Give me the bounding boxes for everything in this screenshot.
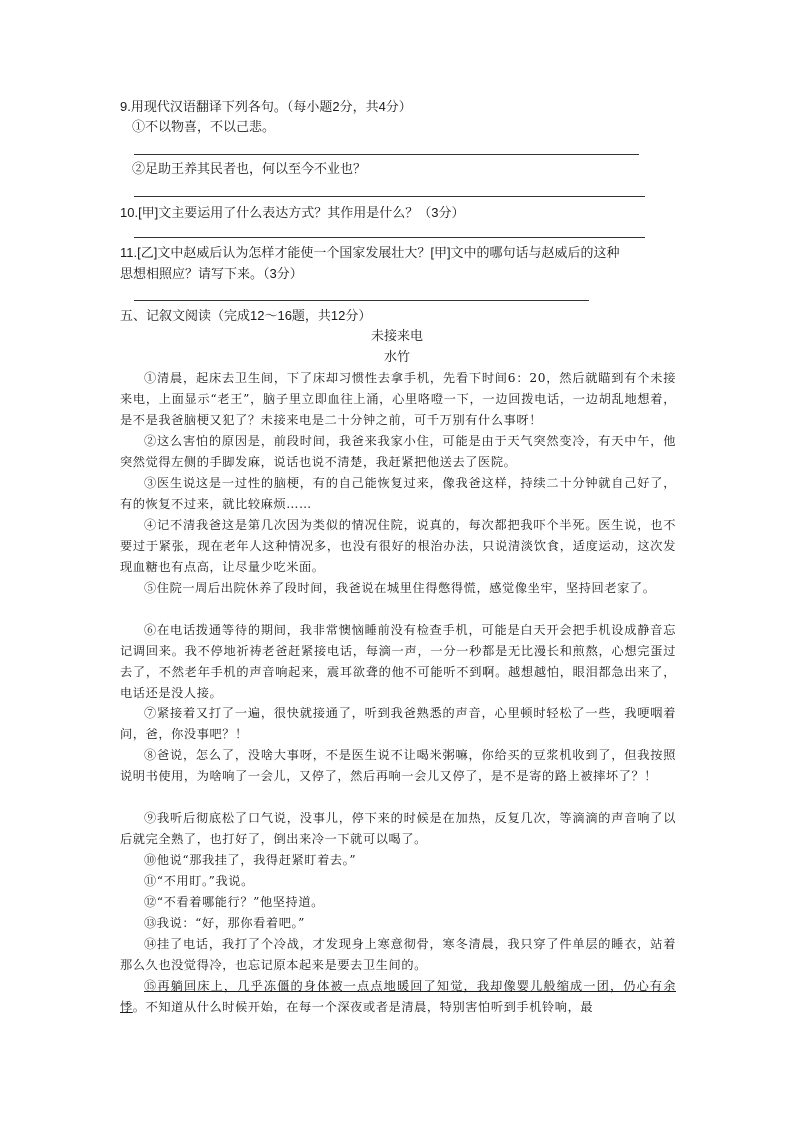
answer-line-9-1[interactable] <box>134 154 639 155</box>
paragraph-14: ⑭挂了电话，我打了个冷战，才发现身上寒意彻骨，寒冬清晨，我只穿了件单层的睡衣，站着那么久也没觉得冷，也忘记原本起来是要去卫生间的。 <box>120 937 676 972</box>
question-9-title: 9.用现代汉语翻译下列各句。（每小题2分，共4分） <box>120 99 412 114</box>
paragraph-15-rest: 。不知道从什么时候开始，在每一个深夜或者是清晨，特别害怕听到手机铃响，最 <box>132 1000 594 1014</box>
question-9-sentence-2: ②足助王养其民者也，何以至今不业也？ <box>132 162 367 177</box>
paragraph-1: ①清晨，起床去卫生间，下了床却习惯性去拿手机，先看下时间6：20，然后就瞄到有个未接来电，上面显示“老王”，脑子里立即血往上涌，心里咯噔一下，一边回拨电话，一边胡乱地想着，是不是我爸脑梗又犯了？未接来电是二十分钟之前，可千万别有什么事呀！ <box>120 371 676 427</box>
paragraph-2: ②这么害怕的原因是，前段时间，我爸来我家小住，可能是由于天气突然变冷，有天中午，他突然觉得左侧的手脚发麻，说话也说不清楚，我赶紧把他送去了医院。 <box>120 434 676 469</box>
paragraph-15 <box>120 976 676 1018</box>
paragraph-6: ⑥在电话拨通等待的期间，我非常懊恼睡前没有检查手机，可能是白天开会把手机设成静音忘记调回来。我不停地祈祷老爸赶紧接电话，每滴一声，一分一秒都是无比漫长和煎熬，心想完蛋过去了，不然老年手机的声音响起来，震耳欲聋的他不可能听不到啊。越想越怕，眼泪都急出来了，电话还是没人接。 <box>120 623 676 700</box>
paragraph-5: ⑤住院一周后出院休养了段时间，我爸说在城里住得憋得慌，感觉像坐牢，坚持回老家了。 <box>144 581 656 595</box>
paragraph-11: ⑪“不用盯。”我说。 <box>144 874 254 888</box>
paragraph-4: ④记不清我爸这是第几次因为类似的情况住院，说真的，每次都把我吓个半死。医生说，也不要过于紧张，现在老年人这种情况多，也没有很好的根治办法，只说清淡饮食，适度运动，这次发现血糖也有点高，让尽量少吃米面。 <box>120 518 676 574</box>
question-9-sentence-1: ①不以物喜，不以己悲。 <box>132 120 276 135</box>
answer-line-11[interactable] <box>134 300 589 301</box>
story-title: 未接来电 <box>370 328 423 343</box>
paragraph-7: ⑦紧接着又打了一遍，很快就接通了，听到我爸熟悉的声音，心里顿时轻松了一些，我哽咽着问，爸，你没事吧？！ <box>120 706 676 741</box>
story-author: 水竹 <box>383 349 410 364</box>
question-11-line-1: 11.[乙]文中赵威后认为怎样才能使一个国家发展壮大？[甲]文中的哪句话与赵威后的这种 <box>120 245 620 260</box>
paragraph-8: ⑧爸说，怎么了，没啥大事呀，不是医生说不让喝米粥嘛，你给买的豆浆机收到了，但我按照说明书使用，为啥响了一会儿，又停了，然后再响一会儿又停了，是不是寄的路上被摔坏了？！ <box>120 748 676 783</box>
answer-line-9-2[interactable] <box>134 196 645 197</box>
paragraph-9: ⑨我听后彻底松了口气说，没事儿，停下来的时候是在加热，反复几次，等滴滴的声音响了以后就完全熟了，也打好了，倒出来冷一下就可以喝了。 <box>120 811 676 846</box>
paragraph-3: ③医生说这是一过性的脑梗，有的自己能恢复过来，像我爸这样，持续二十分钟就自己好了，有的恢复不过来，就比较麻烦…… <box>120 476 676 511</box>
answer-line-10[interactable] <box>134 237 645 238</box>
paragraph-12: ⑫“不看着哪能行？”他坚持道。 <box>144 895 324 909</box>
underlined-sentence: ⑮再躺回床上，几乎冻僵的身体被一点点地暖回了知觉，我却像婴儿般缩成一团，仍心有余悸 <box>120 979 676 1014</box>
section-5-heading: 五、记叙文阅读（完成12～16题，共12分） <box>120 308 372 323</box>
question-11-line-2: 思想相照应？请写下来。（3分） <box>120 266 303 281</box>
paragraph-10: ⑩他说“那我挂了，我得赶紧盯着去。” <box>144 853 357 867</box>
question-10-title: 10.[甲]文主要运用了什么表达方式？其作用是什么？（3分） <box>120 205 465 220</box>
paragraph-13: ⑬我说：“好，那你看着吧。” <box>144 916 306 930</box>
